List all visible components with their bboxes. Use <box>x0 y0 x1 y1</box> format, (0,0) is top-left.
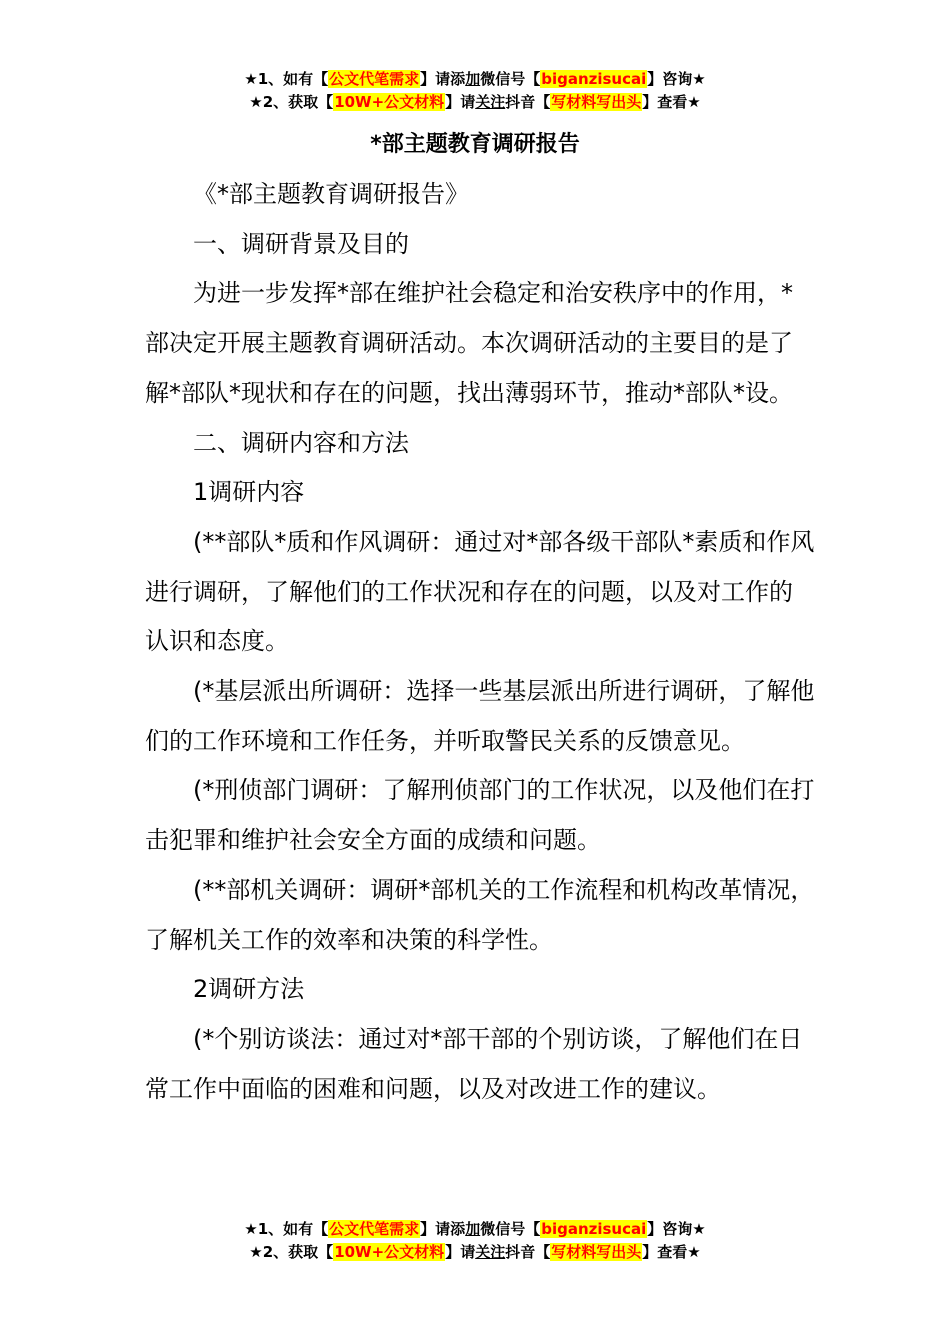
paragraph-item: (*刑侦部门调研：了解刑侦部门的工作状况，以及他们在打击犯罪和维护社会安全方面的成绩和问题。 <box>145 776 815 855</box>
paragraph-item: (**部机关调研：调研*部机关的工作流程和机构改革情况，了解机关工作的效率和决策的科学性。 <box>145 875 815 954</box>
paragraph-item: (*个别访谈法：通过对*部干部的个别访谈，了解他们在日常工作中面临的困难和问题，以及对改进工作的建议。 <box>145 1024 803 1103</box>
highlight-materials: 10W+公文材料 <box>334 1243 445 1261</box>
footer-banner <box>0 1218 950 1264</box>
banner-line-2: ★2、获取【10W+公文材料】请关注抖音【写材料写出头】查看★ <box>249 93 701 111</box>
paragraph-item: (*基层派出所调研：选择一些基层派出所进行调研，了解他们的工作环境和工作任务，并听取警民关系的反馈意见。 <box>145 677 815 755</box>
highlight-wechat-id: biganzisucai <box>541 1220 647 1238</box>
highlight-materials: 10W+公文材料 <box>334 93 445 111</box>
paragraph-doc-name: 《*部主题教育调研报告》 <box>193 180 469 208</box>
highlight-service: 公文代笔需求 <box>329 1220 420 1238</box>
highlight-wechat-id: biganzisucai <box>541 70 647 88</box>
heading-background: 一、调研背景及目的 <box>193 229 409 258</box>
subheading-method: 2调研方法 <box>193 975 305 1004</box>
document-title: *部主题教育调研报告 <box>370 132 580 157</box>
heading-content-method: 二、调研内容和方法 <box>193 428 409 457</box>
header-banner <box>0 68 950 114</box>
paragraph-background: 为进一步发挥*部在维护社会稳定和治安秩序中的作用，*部决定开展主题教育调研活动。本次调研活动的主要目的是了解*部队*现状和存在的问题，找出薄弱环节，推动*部队*设。 <box>145 279 793 407</box>
highlight-douyin-account: 写材料写出头 <box>551 1243 642 1261</box>
paragraph-item: (**部队*质和作风调研：通过对*部各级干部队*素质和作风进行调研，了解他们的工作状况和存在的问题，以及对工作的认识和态度。 <box>145 527 815 656</box>
highlight-service: 公文代笔需求 <box>329 70 420 88</box>
banner-line-2: ★2、获取【10W+公文材料】请关注抖音【写材料写出头】查看★ <box>249 1243 701 1261</box>
banner-line-1: ★1、如有【公文代笔需求】请添加微信号【biganzisucai】咨询★ <box>244 70 706 88</box>
subheading-content: 1调研内容 <box>193 478 305 507</box>
banner-line-1: ★1、如有【公文代笔需求】请添加微信号【biganzisucai】咨询★ <box>244 1220 706 1238</box>
highlight-douyin-account: 写材料写出头 <box>551 93 642 111</box>
document-body <box>145 170 815 1114</box>
